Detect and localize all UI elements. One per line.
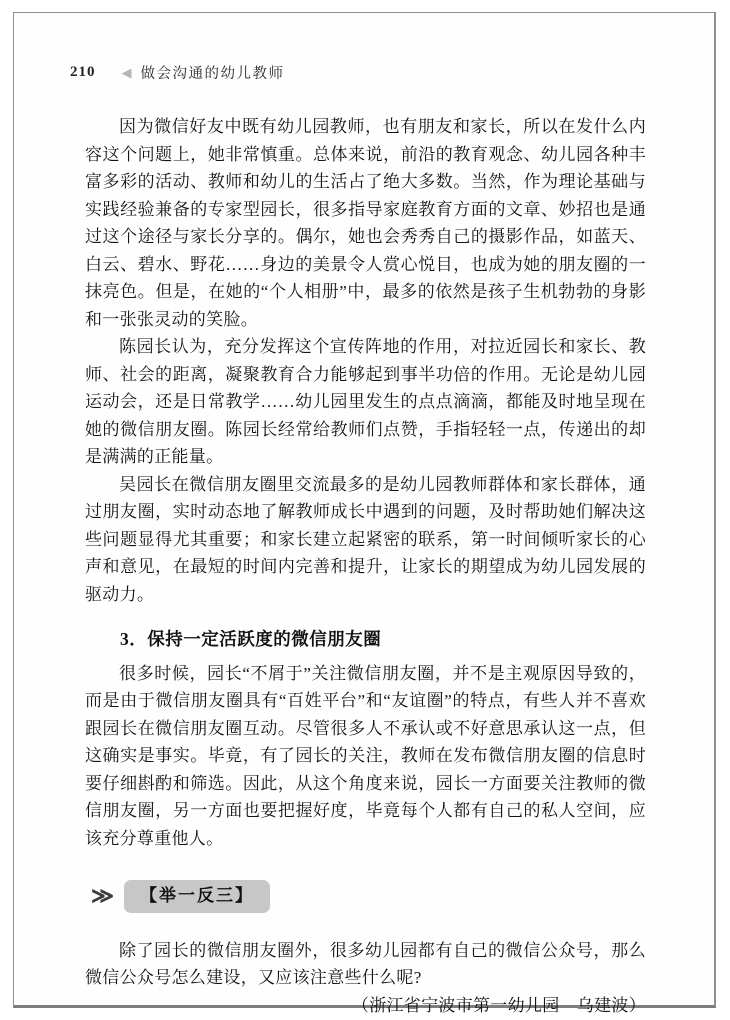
page-content xyxy=(85,113,646,1019)
page-number: 210 xyxy=(70,63,96,80)
closing-paragraph: 除了园长的微信朋友圈外，很多幼儿园都有自己的微信公众号，那么微信公众号怎么建设，又应该注意些什么呢? xyxy=(85,940,646,987)
paragraph: 吴园长在微信朋友圈里交流最多的是幼儿园教师群体和家长群体，通过朋友圈，实时动态地了解教师成长中遇到的问题，及时帮助她们解决这些问题显得尤其重要；和家长建立起紧密的联系，第一时间倾听家长的心声和意见，在最短的时间内完善和提升，让家长的期望成为幼儿园发展的驱动力。 xyxy=(85,474,646,604)
book-title: 做会沟通的幼儿教师 xyxy=(140,65,285,82)
page-header xyxy=(70,62,285,82)
paragraph: 陈园长认为，充分发挥这个宣传阵地的作用，对拉近园长和家长、教师、社会的距离，凝聚教育合力能够起到事半功倍的作用。无论是幼儿园运动会，还是日常教学……幼儿园里发生的点点滴滴，都能及时地呈现在她的微信朋友圈。陈园长经常给教师们点赞，手指轻轻一点，传递出的却是满满的正能量。 xyxy=(85,337,646,466)
paragraph: 因为微信好友中既有幼儿园教师，也有朋友和家长，所以在发什么内容这个问题上，她非常慎重。总体来说，前沿的教育观念、幼儿园各种丰富多彩的活动、教师和幼儿的生活占了绝大多数。当然，作为理论基础与实践经验兼备的专家型园长，很多指导家庭教育方面的文章、妙招也是通过这个途径与家长分享的。偶尔，她也会秀秀自己的摄影作品，如蓝天、白云、碧水、野花……身边的美景令人赏心悦目，也成为她的朋友圈的一抹亮色。但是，在她的“个人相册”中，最多的依然是孩子生机勃勃的身影和一张张灵动的笑脸。 xyxy=(85,117,646,329)
double-chevron-icon: ≫ xyxy=(91,883,113,909)
left-triangle-icon: ◀ xyxy=(121,64,132,80)
attribution-line: （浙江省宁波市第一幼儿园 乌建波） xyxy=(351,995,646,1015)
callout-row xyxy=(91,880,646,913)
paragraph: 很多时候，园长“不屑于”关注微信朋友圈，并不是主观原因导致的，而是由于微信朋友圈具有“百姓平台”和“友谊圈”的特点，有些人并不喜欢跟园长在微信朋友圈互动。尽管很多人不承认或不好意思承认这一点，但这确实是事实。毕竟，有了园长的关注，教师在发布微信朋友圈的信息时要仔细斟酌和筛选。因此，从这个角度来说，园长一方面要关注教师的微信朋友圈，另一方面也要把握好度，毕竟每个人都有自己的私人空间，应该充分尊重他人。 xyxy=(85,663,646,848)
callout-badge: 【举一反三】 xyxy=(124,880,270,913)
section-heading: 3．保持一定活跃度的微信朋友圈 xyxy=(120,629,382,649)
